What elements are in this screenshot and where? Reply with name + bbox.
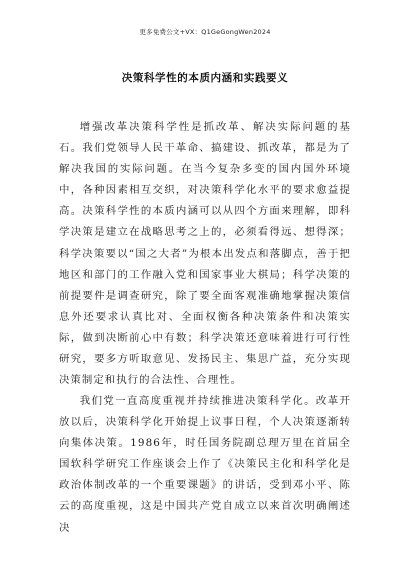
paragraph-block-1 [59, 117, 351, 391]
document-title: 决策科学性的本质内涵和实践要义 [121, 72, 289, 84]
paragraph-1: 增强改革决策科学性是抓改革、解决实际问题的基石。我们党领导人民干革命、搞建设、抓改革，都是为了解决我国的实际问题。在当今复杂多变的国内国外环境中，各种因素相互交织，对决策科学化水平的要求愈益提高。决策科学性的本质内涵可以从四个方面来理解，即科学决策是建立在战略思考之上的，必须看得远、想得深；科学决策要以“国之大者”为根本出发点和落脚点，善于把地区和部门的工作融入党和国家事业大棋局；科学决策的前提要件是调查研究，除了要全面客观准确地掌握决策信息外还要求认真比对、全面权衡各种决策条件和决策实际，做到决断前心中有数；科学决策还意味着进行可行性研究，要多方听取意见、发扬民主、集思广益，充分实现决策制定和执行的合法性、合理性。 [59, 121, 351, 387]
header-note: 更多免费公文+VX：Q1GeGongWen2024 [139, 28, 271, 36]
paragraph-block-2 [59, 391, 351, 539]
paragraph-2: 我们党一直高度重视并持续推进决策科学化。改革开放以后，决策科学化开始提上议事日程，个人决策逐渐转向集体决策。1986年，时任国务院副总理万里在首届全国软科学研究工作座谈会上作了《决策民主化和科学化是政治体制改革的一个重要课题》的讲话，受到邓小平、陈云的高度重视，这是中国共产党自成立以来首次明确阐述决 [59, 395, 351, 534]
